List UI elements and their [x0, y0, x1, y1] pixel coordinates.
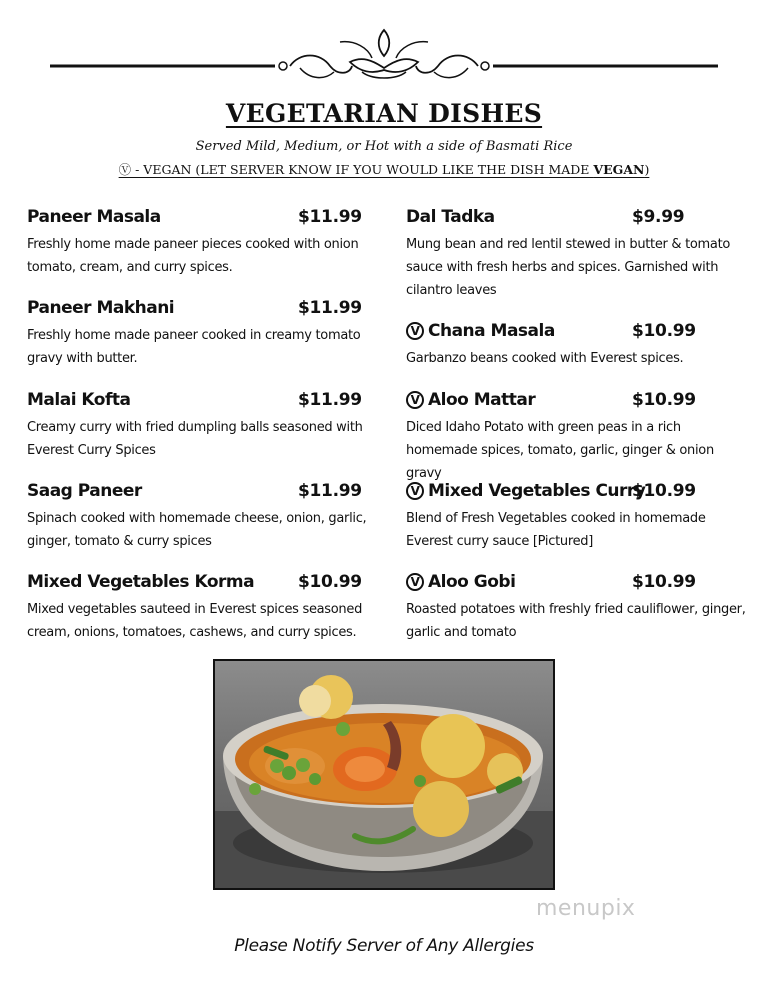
dish-mixed-vegetables-korma — [27, 572, 367, 644]
dish-name: Mixed Vegetables Korma — [27, 572, 255, 592]
dish-price: $11.99 — [298, 298, 362, 318]
dish-name: V Aloo Mattar — [406, 390, 535, 410]
dish-dal-tadka — [406, 207, 746, 302]
dish-description: Freshly home made paneer pieces cooked with onion tomato, cream, and curry spices. — [27, 237, 359, 275]
vegan-icon: V — [406, 573, 424, 591]
dish-name: Saag Paneer — [27, 481, 142, 501]
dish-price: $10.99 — [632, 572, 696, 592]
dish-description: Garbanzo beans cooked with Everest spices. — [406, 351, 684, 366]
dish-paneer-masala — [27, 207, 367, 279]
dish-price: $9.99 — [632, 207, 685, 227]
watermark: menupix — [536, 896, 636, 921]
dish-name: V Mixed Vegetables Curry — [406, 481, 645, 501]
vegan-icon: V — [406, 482, 424, 500]
dish-name: Malai Kofta — [27, 390, 131, 410]
allergy-notice: Please Notify Server of Any Allergies — [234, 936, 534, 956]
dish-name: V Aloo Gobi — [406, 572, 515, 592]
dish-description: Mung bean and red lentil stewed in butter & tomato sauce with fresh herbs and spices. Garnished with cilantro leaves — [406, 237, 731, 298]
dish-saag-paneer — [27, 481, 367, 553]
dish-mixed-vegetables-curry — [406, 481, 746, 553]
dish-price: $11.99 — [298, 207, 362, 227]
vegan-icon: V — [406, 322, 424, 340]
dish-description: Diced Idaho Potato with green peas in a rich homemade spices, tomato, garlic, ginger & onion gravy — [406, 420, 714, 481]
dish-name: Paneer Makhani — [27, 298, 175, 318]
dish-name: Dal Tadka — [406, 207, 495, 227]
dish-description: Blend of Fresh Vegetables cooked in homemade Everest curry sauce [Pictured] — [406, 511, 706, 549]
dish-description: Freshly home made paneer cooked in creamy tomato gravy with butter. — [27, 328, 361, 366]
header-ornament — [0, 22, 768, 84]
dish-price: $10.99 — [632, 481, 696, 501]
dish-price: $10.99 — [632, 321, 696, 341]
page-title: VEGETARIAN DISHES — [225, 99, 543, 128]
dish-malai-kofta — [27, 390, 367, 462]
dish-price: $11.99 — [298, 481, 362, 501]
dish-photo — [213, 659, 555, 890]
dish-description: Spinach cooked with homemade cheese, onion, garlic, ginger, tomato & curry spices — [27, 511, 367, 549]
dish-price: $10.99 — [632, 390, 696, 410]
page-subtitle: Served Mild, Medium, or Hot with a side of Basmati Rice — [195, 139, 573, 154]
dish-aloo-gobi — [406, 572, 746, 644]
dish-aloo-mattar — [406, 390, 746, 485]
dish-description: Roasted potatoes with freshly fried cauliflower, ginger, garlic and tomato — [406, 602, 746, 640]
dish-paneer-makhani — [27, 298, 367, 370]
dish-description: Mixed vegetables sauteed in Everest spices seasoned cream, onions, tomatoes, cashews, and curry spices. — [27, 602, 363, 640]
dish-description: Creamy curry with fried dumpling balls seasoned with Everest Curry Spices — [27, 420, 363, 458]
dish-name: V Chana Masala — [406, 321, 555, 341]
dish-price: $11.99 — [298, 390, 362, 410]
dish-name: Paneer Masala — [27, 207, 161, 227]
vegan-note: Ⓥ - VEGAN (LET SERVER KNOW IF YOU WOULD LIKE THE DISH MADE VEGAN) — [118, 162, 650, 177]
vegan-icon: V — [406, 391, 424, 409]
dish-chana-masala — [406, 321, 746, 370]
dish-price: $10.99 — [298, 572, 362, 592]
